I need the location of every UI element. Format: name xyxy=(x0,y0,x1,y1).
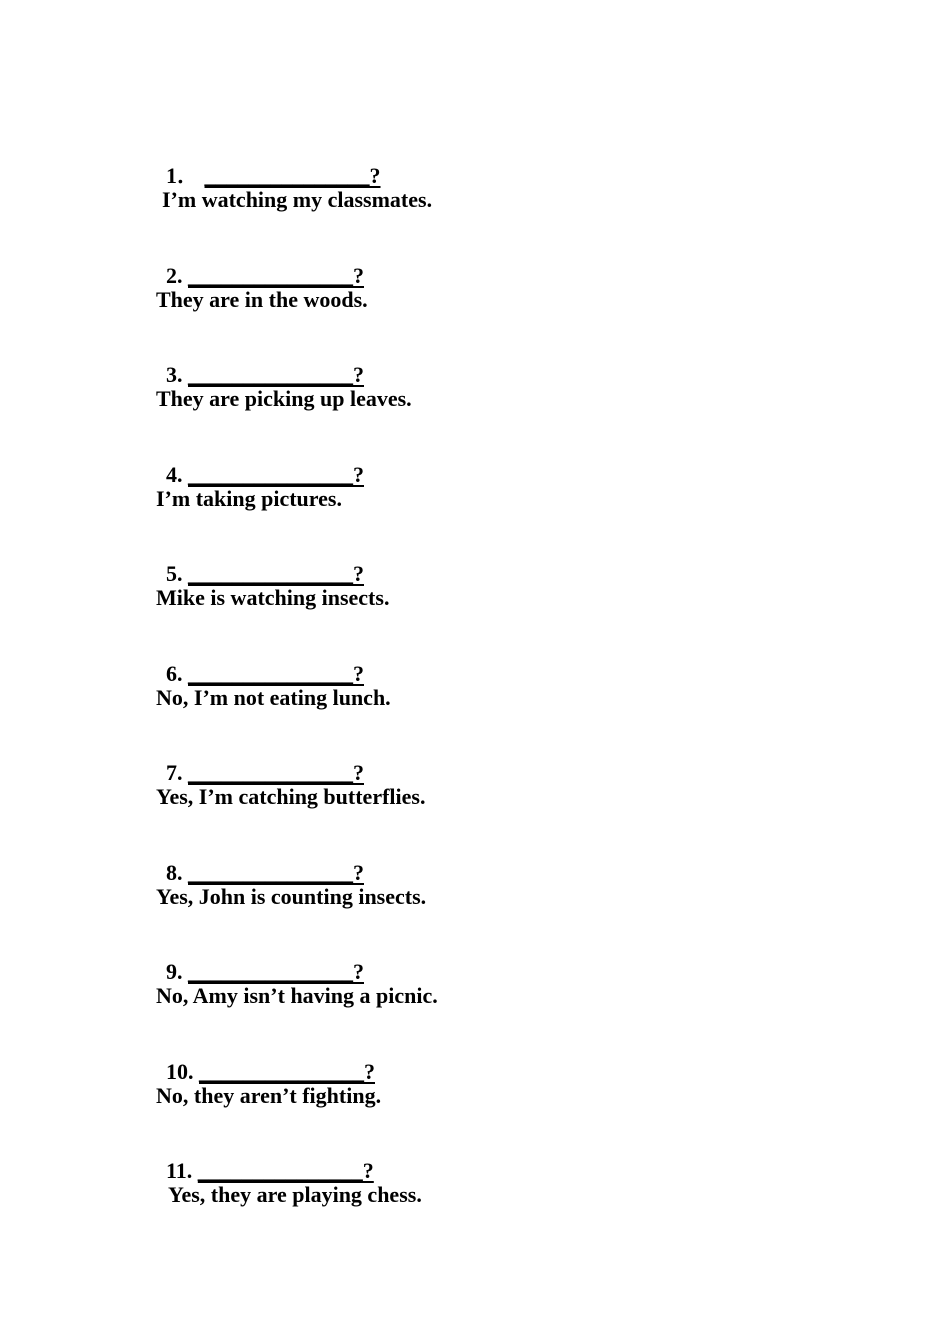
question-number: 8. xyxy=(166,860,183,885)
question-blank: _______________? xyxy=(188,263,364,288)
question-blank: _______________? xyxy=(199,1059,375,1084)
answer-line-6: No, I’m not eating lunch. xyxy=(156,685,391,710)
question-blank: _______________? xyxy=(188,561,364,586)
answer-line-7: Yes, I’m catching butterflies. xyxy=(156,784,426,809)
question-number: 6. xyxy=(166,661,183,686)
question-number: 11. xyxy=(166,1158,193,1183)
question-blank: _______________? xyxy=(188,860,364,885)
answer-line-4: I’m taking pictures. xyxy=(156,486,342,511)
answer-line-10: No, they aren’t fighting. xyxy=(156,1083,382,1108)
question-number: 10. xyxy=(166,1059,194,1084)
question-number: 9. xyxy=(166,959,183,984)
question-number: 7. xyxy=(166,760,183,785)
answer-line-3: They are picking up leaves. xyxy=(156,386,412,411)
question-blank: _______________? xyxy=(188,462,364,487)
question-number: 1． xyxy=(166,163,200,188)
question-blank: _______________? xyxy=(188,661,364,686)
answer-line-9: No, Amy isn’t having a picnic. xyxy=(156,983,438,1008)
question-blank: _______________? xyxy=(197,1158,374,1183)
answer-line-8: Yes, John is counting insects. xyxy=(156,884,427,909)
answer-line-5: Mike is watching insects. xyxy=(156,585,390,610)
question-number: 4. xyxy=(166,462,183,487)
answer-line-1: I’m watching my classmates. xyxy=(162,187,433,212)
question-number: 2. xyxy=(166,263,183,288)
question-blank: _______________? xyxy=(188,959,364,984)
question-number: 5. xyxy=(166,561,183,586)
answer-line-2: They are in the woods. xyxy=(156,287,368,312)
answer-line-11: Yes, they are playing chess. xyxy=(168,1182,422,1207)
question-blank: _______________? xyxy=(188,362,364,387)
question-blank: _______________? xyxy=(188,760,364,785)
question-blank: _______________? xyxy=(204,163,381,188)
question-number: 3. xyxy=(166,362,183,387)
